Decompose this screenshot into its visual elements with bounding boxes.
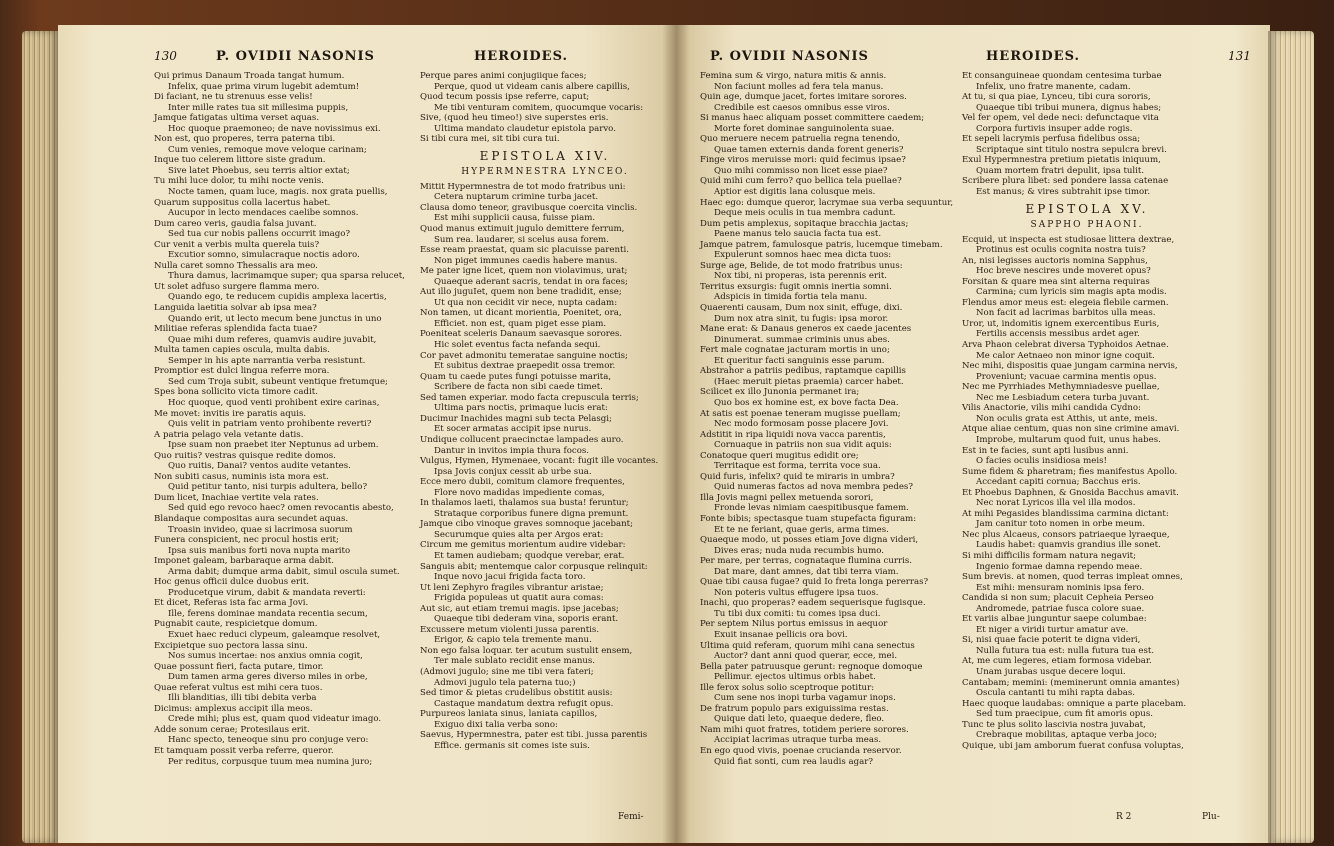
left-page — [58, 25, 676, 843]
verse-line: Quaerenti causam, Dum nox sinit, effuge, dixi. — [700, 303, 903, 314]
verse-line: Crebraque mobilitas, aptaque verba joco; — [976, 730, 1158, 741]
verse-line: Nulla caret somno Thessalis ara meo. — [154, 260, 318, 271]
verse-line: At satis est poenae teneram mugisse puellam; — [700, 408, 901, 419]
verse-line: Mane erat: & Danaus generos ex caede jacentes — [700, 324, 912, 335]
verse-line: Exuit insanae pellicis ora bovi. — [714, 629, 848, 640]
verse-line: Arva Phaon celebrat diversa Typhoidos Aetnae. — [962, 340, 1169, 351]
verse-line: Excipietque suo pectora lassa sinu. — [154, 640, 308, 651]
verse-line: (Haec meruit pietas praemia) carcer habet. — [714, 376, 904, 387]
verse-line: Sed cum Troja subit, subeunt ventique fretumque; — [168, 376, 388, 387]
verse-line: Me tibi venturam comitem, quocumque vocaris: — [434, 102, 644, 113]
verse-line: Scriptaque sint titulo nostra sepulcra brevi. — [976, 144, 1167, 155]
verse-line: Jamque fatigatas ultima verset aquas. — [154, 113, 320, 124]
verse-line: Inque novo jacui frigida facta toro. — [434, 572, 586, 583]
verse-line: Aucupor in lecto mendaces caelibe somnos. — [168, 208, 359, 219]
verse-line: Circum me gemitus morientum audire videbar: — [420, 540, 626, 551]
verse-line: Si tibi cura mei, sit tibi cura tui. — [420, 134, 560, 145]
verse-line: Tu mihi luce dolor, tu mihi nocte venis. — [154, 176, 324, 187]
verse-line: Est mihi supplicii causa, fuisse piam. — [434, 213, 596, 224]
verse-line: Funera conspicient, nec procul hostis erit; — [154, 535, 339, 546]
verse-line: Nec mihi, dispositis quae jungam carmina nervis, — [962, 361, 1178, 372]
verse-line: Et tamen audiebam; quodque verebar, erat. — [434, 550, 625, 561]
verse-line: Dum nox atra sinit, tu fugis: ipsa moror. — [714, 313, 889, 324]
verse-line: Per septem Nilus portus emissus in aequor — [700, 619, 888, 630]
verse-line: Nec plus Alcaeus, consors patriaeque lyraeque, — [962, 529, 1170, 540]
verse-line: Et queritur facti sanguinis esse parum. — [714, 355, 885, 366]
verse-line: Et tamquam possit verba referre, queror. — [154, 746, 334, 756]
verse-line: Jam canitur toto nomen in orbe meum. — [976, 519, 1145, 530]
verse-line: A patria pelago vela vetante datis. — [154, 429, 304, 440]
verse-line: Ingenio formae damna rependo meae. — [976, 561, 1143, 572]
verse-line: Vulgus, Hymen, Hymenaee, vocant: fugit ille vocantes. — [420, 456, 659, 467]
epistola-title: EPISTOLA XV. — [1025, 201, 1149, 216]
verse-line: Me pater igne licet, quem non violavimus, urat; — [420, 266, 628, 277]
verse-line: Arma dabit; dumque arma dabit, simul oscula sumet. — [168, 566, 400, 577]
verse-line: Non tamen, ut dicant morientia, Poenitet, ora, — [420, 308, 622, 319]
left-column-1 — [154, 71, 412, 767]
page-number-right: 131 — [1228, 49, 1251, 63]
verse-line: Excutior somno, simulacraque noctis adoro. — [168, 250, 360, 261]
verse-line: Dinumerat. summae criminis unus abes. — [714, 334, 890, 345]
verse-line: Quo mihi commisso non licet esse piae? — [714, 165, 888, 176]
verse-line: Quam mortem fratri depulit, ipsa tulit. — [976, 165, 1145, 176]
verse-line: Adde sonum cerae; Protesilaus erit. — [154, 724, 310, 735]
verse-line: Ille, ferens dominae mandata recentia secum, — [168, 608, 368, 619]
verse-line: Effice. germanis sit comes iste suis. — [434, 740, 590, 751]
verse-line: Dum petis amplexus, sopitaque bracchia jactas; — [700, 218, 909, 229]
verse-line: Deque meis oculis in tua membra cadunt. — [714, 208, 896, 219]
verse-line: Quin age, dumque jacet, fortes imitare sorores. — [700, 92, 907, 103]
verse-line: Nulla futura tua est: nulla futura tua est. — [976, 645, 1155, 656]
verse-line: Quid numeras factos ad nova membra pedes? — [714, 482, 913, 493]
verse-line: Nox tibi, ni properas, ista perennis erit. — [714, 271, 888, 282]
verse-line: Surge age, Belide, de tot modo fratribus unus: — [700, 260, 903, 271]
verse-line: Languida laetitia solvar ab ipsa mea? — [154, 303, 317, 314]
verse-line: Hic solet eventus facta nefanda sequi. — [434, 340, 601, 351]
verse-line: Et socer armatas accipit ipse nurus. — [434, 424, 592, 435]
verse-line: Spes bona sollicito victa timore cadit. — [154, 387, 318, 398]
signature-mark: R 2 — [1116, 812, 1132, 822]
verse-line: Esse ream praestat, quam sic placuisse parenti. — [420, 245, 629, 256]
verse-line: Hoc breve nescires unde moveret opus? — [976, 266, 1151, 277]
verse-line: Candida si non sum; placuit Cepheia Perseo — [962, 593, 1154, 604]
verse-line: Sume fidem & pharetram; fies manifestus Apollo. — [962, 466, 1178, 477]
right-page — [676, 25, 1270, 843]
verse-line: Nec modo formosam posse placere Jovi. — [714, 419, 889, 430]
verse-line: Militiae referas splendida facta tuae? — [154, 324, 318, 335]
verse-line: Quid furis, infelix? quid te miraris in umbra? — [700, 471, 895, 482]
verse-line: Qui primus Danaum Troada tangat humum. — [154, 71, 345, 81]
verse-line: Cetera nuptarum crimine turba jacet. — [434, 192, 599, 203]
verse-line: Ipse suam non praebet iter Neptunus ad urbem. — [168, 440, 379, 451]
verse-line: Troasin invideo, quae si lacrimosa suorum — [168, 524, 353, 535]
verse-line: Conatoque queri mugitus edidit ore; — [700, 450, 859, 461]
verse-line: (Admovi jugulo; sine me tibi vera fateri; — [420, 666, 594, 677]
epistola-subtitle: HYPERMNESTRA LYNCEO. — [461, 166, 629, 177]
verse-line: Admovi jugulo tela paterna tuo;) — [434, 677, 576, 688]
verse-line: Abstrahor a patriis pedibus, raptamque capillis — [700, 366, 906, 377]
verse-line: Clausa domo teneor, gravibusque coercita vinclis. — [420, 202, 638, 213]
verse-line: Flore novo madidas impediente comas, — [434, 487, 605, 498]
verse-line: Territaque est forma, territa voce sua. — [714, 461, 881, 472]
verse-line: Perque, quod ut videam canis albere capillis, — [434, 81, 630, 92]
verse-line: Nos sumus incertae: nos anxius omnia cogit, — [168, 651, 363, 662]
verse-line: Me calor Aetnaeo non minor igne coquit. — [976, 350, 1155, 361]
verse-line: Illi blanditias, illi tibi debita verba — [168, 693, 317, 704]
verse-line: Non facit ad lacrimas barbitos ulla meas. — [976, 308, 1156, 319]
verse-line: Scribere de facta non sibi caede timet. — [434, 382, 603, 393]
verse-line: Est mihi: mensuram nominis ipsa fero. — [976, 582, 1145, 593]
verse-line: Quis velit in patriam vento prohibente reverti? — [168, 419, 372, 430]
verse-line: Nec me Pyrrhiades Methymniadesve puellae, — [962, 382, 1160, 393]
right-page-edges — [1268, 31, 1314, 843]
verse-line: Erigor, & capio tela tremente manu. — [434, 635, 592, 646]
open-book — [22, 25, 1314, 843]
verse-line: Non faciunt molles ad fera tela manus. — [714, 81, 884, 92]
verse-line: Dum licet, Inachiae vertite vela rates. — [154, 492, 319, 503]
verse-line: Infelix, uno fratre manente, cadam. — [976, 81, 1131, 92]
verse-line: Sed timor & pietas crudelibus obstitit ausis: — [420, 688, 613, 699]
verse-line: Ultima mandato claudetur epistola parvo. — [434, 123, 616, 134]
verse-line: Tunc te plus solito lascivia nostra juvabat, — [962, 719, 1146, 730]
catchword-right: Plu- — [1202, 812, 1220, 822]
running-head-work-left: HEROIDES. — [474, 49, 569, 64]
verse-line: Ut leni Zephyro fragiles vibrantur aristae; — [420, 582, 604, 593]
verse-line: Non oculis grata est Atthis, ut ante, meis. — [976, 413, 1158, 424]
verse-line: Producetque virum, dabit & mandata reverti: — [168, 587, 366, 598]
verse-line: Haec ego: dumque queror, lacrymae sua verba sequuntur, — [700, 197, 954, 208]
verse-line: Accipiat lacrimas utraque turba meas. — [714, 735, 882, 746]
verse-line: Quae tibi causa fugae? quid Io freta longa pererras? — [700, 577, 929, 588]
verse-line: Exiguo dixi talia verba sono: — [434, 719, 558, 730]
verse-line: Cum venies, remoque move veloque carinam; — [168, 144, 367, 155]
verse-line: Fertilis accensis messibus ardet ager. — [976, 329, 1140, 340]
verse-line: Pellimur. ejectos ultimus orbis habet. — [714, 672, 876, 683]
verse-line: Mittit Hypermnestra de tot modo fratribus uni: — [420, 181, 626, 192]
verse-line: Per reditus, corpusque tuum mea numina juro; — [168, 756, 373, 767]
verse-line: Flendus amor meus est: elegeia flebile carmen. — [962, 297, 1169, 308]
verse-line: Sed tamen experiar. modo facta crepuscula terris; — [420, 392, 639, 403]
verse-line: Sum rea. laudarer, si scelus ausa forem. — [434, 234, 609, 245]
verse-line: Non piget immunes caedis habere manus. — [434, 255, 618, 266]
verse-line: Andromede, patriae fusca colore suae. — [976, 603, 1145, 614]
verse-line: Excussere metum violenti jussa parentis. — [420, 624, 600, 635]
verse-line: Quae possunt fieri, facta putare, timor. — [154, 661, 324, 672]
verse-line: Fert male cognatae jacturam mortis in uno; — [700, 345, 890, 356]
verse-line: Forsitan & quare mea sint alterna requiras — [962, 276, 1150, 287]
verse-line: Et niger a viridi turtur amatur ave. — [976, 624, 1129, 635]
verse-line: Dicimus: amplexus accipit illa meos. — [154, 703, 313, 714]
verse-line: Semper in his apte narrantia verba resistunt. — [168, 355, 366, 366]
verse-line: Ut qua non cecidit vir nece, nupta cadam: — [434, 297, 618, 308]
verse-line: Non subiti casus, numinis ista mora est. — [154, 471, 329, 482]
verse-line: Poeniteat sceleris Danaum saevasque sorores. — [420, 329, 623, 340]
verse-line: Adspicis in timida fortia tela manu. — [714, 292, 868, 303]
verse-line: Quae referat vultus est mihi cera tuos. — [154, 682, 323, 693]
verse-line: Et dicet, Referas ista fac arma Jovi. — [154, 598, 309, 609]
verse-line: Vilis Anactorie, vilis mihi candida Cydno: — [962, 403, 1141, 414]
verse-line: Uror, ut, indomitis ignem exercentibus Euris, — [962, 318, 1160, 329]
verse-line: Ultima pars noctis, primaque lucis erat: — [434, 403, 608, 414]
verse-line: Illa Jovis magni pellex metuenda sorori, — [700, 492, 874, 503]
verse-line: Sive, (quod heu timeo!) sive superstes eris. — [420, 113, 609, 124]
verse-line: Haec quoque laudabas: omnique a parte placebam. — [962, 698, 1187, 709]
verse-line: Quique, ubi jam amborum fuerat confusa voluptas, — [962, 740, 1184, 751]
verse-line: Aut illo juguIet, quem non bene tradidit, ense; — [420, 287, 622, 298]
verse-line: Quae mihi dum referes, quamvis audire juvabit, — [168, 334, 377, 345]
verse-line: Morte foret dominae sanguinolenta suae. — [714, 123, 895, 134]
verse-line: Quando erit, ut lecto mecum bene junctus in uno — [168, 313, 382, 324]
verse-line: Adstitit in ripa liquidi nova vacca parentis, — [700, 429, 886, 440]
verse-line: Castaque mandatum dextra refugit opus. — [434, 698, 614, 709]
verse-line: Sanguis abit; mentemque calor corpusque relinquit: — [420, 561, 648, 572]
verse-line: An, nisi legisses auctoris nomina Sapphus, — [962, 255, 1148, 266]
verse-line: Si mihi difficilis formam natura negavit; — [962, 550, 1137, 561]
verse-line: Oscula cantanti tu mihi rapta dabas. — [976, 688, 1135, 699]
verse-line: Quo ruitis, Danai? ventos audite vetantes. — [168, 461, 351, 472]
verse-line: Fonte bibis; spectasque tuam stupefacta figuram: — [700, 513, 917, 524]
verse-line: Quo ruitis? vestras quisque redite domos. — [154, 450, 336, 461]
verse-line: Et sepeli lacrymis perfusa fidelibus ossa; — [962, 134, 1141, 145]
right-column-1 — [700, 71, 956, 767]
verse-line: Undique collucent praecinctae lampades auro. — [420, 434, 624, 445]
verse-line: Territus exsurgis: fugit omnis inertia somni. — [700, 281, 892, 292]
verse-line: Nec norat Lyricos illa vel illa modos. — [976, 498, 1136, 509]
verse-line: Ille ferox solus solio sceptroque potitur: — [700, 682, 875, 693]
verse-line: Thura damus, lacrimamque super; qua sparsa relucet, — [168, 271, 405, 282]
verse-line: Ducimur Inachides magni sub tecta Pelasgi; — [420, 413, 612, 424]
verse-line: Inachi, quo properas? eadem sequerisque fugisque. — [700, 598, 926, 609]
running-head-author-right: P. OVIDII NASONIS — [710, 49, 869, 64]
verse-line: Unam jurabas usque decere loqui. — [976, 666, 1126, 677]
verse-line: Quid petitur tanto, nisi turpis adultera, bello? — [168, 482, 368, 493]
verse-line: Aptior est digitis lana colusque meis. — [714, 187, 876, 198]
catchword-left: Femi- — [618, 812, 644, 822]
verse-line: Blandaque compositas aura secundet aquas. — [154, 513, 349, 524]
verse-line: O facies oculis insidiosa meis! — [976, 456, 1108, 467]
verse-line: Inque tuo celerem littore siste gradum. — [154, 155, 326, 166]
running-head-author-left: P. OVIDII NASONIS — [216, 49, 375, 64]
verse-line: Per mare, per terras, cognataque flumina curris. — [700, 556, 913, 567]
verse-line: Quid fiat sonti, cum rea laudis agar? — [714, 756, 873, 767]
verse-line: Hoc quoque praemoneo; de nave novissimus exi. — [168, 123, 381, 134]
verse-line: Quo meruere necem patruelia regna tenendo, — [700, 134, 901, 145]
verse-line: Cum sene nos inopi turba vagamur inops. — [714, 693, 896, 704]
verse-line: En ego quod vivis, poenae crucianda reservor. — [700, 746, 902, 756]
verse-line: Proveniunt; vacuae carmina mentis opus. — [976, 371, 1157, 382]
verse-line: Sed tua cur nobis pallens occurrit imago? — [168, 229, 351, 240]
verse-line: Ut solet adfuso surgere flamma mero. — [154, 281, 320, 292]
verse-line: Expulerunt somnos haec mea dicta tuos: — [714, 250, 892, 261]
verse-line: Non est, quo properes, terra paterna tibi. — [154, 134, 336, 145]
verse-line: Scilicet ex illo Junonia permanet ira; — [700, 387, 860, 398]
verse-line: Exul Hypermnestra pretium pietatis iniquum, — [962, 155, 1161, 166]
verse-line: Et variis albae junguntur saepe columbae: — [962, 614, 1147, 625]
verse-line: Corpora furtivis insuper adde rogis. — [976, 123, 1133, 134]
verse-line: Inter mille rates tua sit millesima puppis, — [168, 102, 349, 113]
verse-line: Ter male sublato recidit ense manus. — [434, 656, 596, 667]
verse-line: Multa tamen capies oscula, multa dabis. — [154, 345, 330, 356]
verse-line: Bella pater patruusque gerunt: regnoque domoque — [700, 661, 923, 672]
verse-line: De fratrum populo pars exiguissima restas. — [700, 703, 889, 714]
verse-line: Nec me Lesbiadum cetera turba juvant. — [976, 392, 1150, 403]
verse-line: Si manus haec aliquam posset committere caedem; — [700, 113, 925, 124]
verse-line: Non ego falsa loquar. ter acutum sustulit ensem, — [420, 645, 633, 656]
verse-line: Si, nisi quae facie poterit te digna videri, — [962, 635, 1141, 646]
verse-line: Ecce mero dubii, comitum clamore frequentes, — [420, 477, 625, 488]
verse-line: Nocte tamen, quam luce, magis. nox grata puellis, — [168, 187, 388, 198]
verse-line: Quid mihi cum ferro? quo bellica tela puellae? — [700, 176, 902, 187]
verse-line: Dat mare, dant amnes, dat tibi terra viam. — [714, 566, 899, 577]
verse-line: Ultima quid referam, quorum mihi cana senectus — [700, 640, 915, 651]
verse-line: Quaeque aderant sacris, tendat in ora faces; — [434, 276, 628, 287]
verse-line: Purpureos laniata sinus, laniata capillos, — [420, 709, 598, 720]
verse-line: Cor pavet admonitu temeratae sanguine noctis; — [420, 350, 628, 361]
verse-line: Sed quid ego revoco haec? omen revocantis abesto, — [168, 503, 394, 514]
verse-line: Est manus; & vires subtrahit ipse timor. — [976, 187, 1151, 198]
page-number-left: 130 — [154, 49, 177, 63]
verse-line: Me movet: invitis ire paratis aquis. — [154, 408, 307, 419]
verse-line: Auctor? dant anni quod querar, ecce, mei. — [714, 651, 898, 662]
verse-line: Securumque quies alta per Argos erat: — [434, 529, 604, 540]
running-head-work-right: HEROIDES. — [986, 49, 1081, 64]
verse-line: Dantur in invitos impia thura focos. — [434, 445, 590, 456]
verse-line: Ipsa suis manibus forti nova nupta marito — [168, 545, 351, 556]
verse-line: Et subitus dextrae praepedit ossa tremor. — [434, 361, 616, 372]
verse-line: Quando ego, te reducem cupidis amplexa lacertis, — [168, 292, 387, 303]
verse-line: Vel fer opem, vel dede neci: defunctaque vita — [962, 113, 1159, 124]
verse-line: At tu, si qua piae, Lynceu, tibi cura sororis, — [962, 92, 1151, 103]
verse-line: At mihi Pegasides blandissima carmina dictant: — [962, 508, 1169, 519]
epistola-title: EPISTOLA XIV. — [479, 148, 611, 163]
verse-line: Carmina; cum lyricis sim magis apta modis. — [976, 287, 1167, 298]
verse-line: Strataque corporibus funere digna premunt. — [434, 508, 629, 519]
left-page-edges — [22, 31, 60, 843]
verse-line: Exuet haec reduci clypeum, galeamque resolvet, — [168, 629, 381, 640]
verse-line: Protinus est oculis cognita nostra tuis? — [976, 245, 1146, 256]
verse-line: Quarum suppositus colla lacertus habet. — [154, 197, 331, 208]
verse-line: Ecquid, ut inspecta est studiosae littera dextrae, — [962, 234, 1175, 245]
verse-line: Quod tecum possis ipse referre, caput; — [420, 92, 590, 103]
verse-line: Sed tum praecipue, cum fit amoris opus. — [976, 709, 1153, 720]
verse-line: Infelix, quae prima virum lugebit ademtum! — [168, 81, 360, 92]
verse-line: Est in te facies, sunt apti lusibus anni. — [962, 445, 1129, 456]
verse-line: Quaeque tibi tribui munera, dignus habes; — [976, 102, 1162, 113]
verse-line: Pugnabit caute, respicietque domum. — [154, 619, 318, 630]
epistola-subtitle: SAPPHO PHAONI. — [1030, 219, 1144, 230]
verse-line: Fronde levas nimiam caespitibusque famem. — [714, 503, 909, 514]
verse-line: Quae tamen externis danda forent generis? — [714, 144, 904, 155]
verse-line: Dum careo veris, gaudia falsa juvant. — [154, 218, 317, 229]
verse-line: Cur venit a verbis multa querela tuis? — [154, 239, 320, 250]
verse-line: Cantabam; memini: (meminerunt omnia amantes) — [962, 677, 1180, 688]
verse-line: Ipsa Jovis conjux cessit ab urbe sua. — [434, 466, 592, 477]
verse-line: Scribere plura libet: sed pondere lassa catenae — [962, 176, 1169, 187]
verse-line: Quaeque tibi dederam vina, soporis erant. — [434, 614, 619, 625]
verse-line: Quod manus extimuit jugulo demittere ferrum, — [420, 224, 625, 235]
verse-line: Sum brevis. at nomen, quod terras impleat omnes, — [962, 572, 1183, 583]
verse-line: Jamque cibo vinoque graves somnoque jacebant; — [420, 519, 634, 530]
verse-line: Efficiet. non est, quam piget esse piam. — [434, 318, 607, 329]
verse-line: Non poteris vultus effugere ipsa tuos. — [714, 587, 879, 598]
verse-line: Atque aliae centum, quas non sine crimine amavi. — [962, 424, 1180, 435]
verse-line: Frigida populeas ut quatit aura comas: — [434, 593, 604, 604]
verse-line: Improbe, multarum quod fuit, unus habes. — [976, 434, 1161, 445]
right-column-2 — [962, 71, 1212, 751]
verse-line: Et Phoebus Daphnen, & Gnosida Bacchus amavit. — [962, 487, 1179, 498]
verse-line: Femina sum & virgo, natura mitis & annis. — [700, 71, 887, 81]
verse-line: Quique dati leto, quaeque dedere, fleo. — [714, 714, 885, 725]
verse-line: Aut sic, aut etiam tremui magis. ipse jacebas; — [420, 603, 619, 614]
verse-line: Et te ne feriant, quae geris, arma times. — [714, 524, 889, 535]
verse-line: Cornuaque in patriis non sua vidit aquis: — [714, 440, 892, 451]
verse-line: Et consanguineae quondam centesima turbae — [962, 71, 1162, 81]
verse-line: In thalamos laeti, thalamos sua busta! feruntur; — [420, 498, 629, 509]
verse-line: Accedant capiti cornua; Bacchus eris. — [976, 477, 1141, 488]
verse-line: Crede mihi; plus est, quam quod videatur imago. — [168, 714, 382, 725]
verse-line: Imponet galeam, barbaraque arma dabit. — [154, 556, 334, 567]
verse-line: Quaeque modo, ut posses etiam Jove digna videri, — [700, 535, 919, 546]
verse-line: Finge viros meruisse mori: quid fecimus ipsae? — [700, 155, 906, 166]
verse-line: Tu tibi dux comiti: tu comes ipsa duci. — [714, 608, 881, 619]
verse-line: Credibile est caesos omnibus esse viros. — [714, 102, 890, 113]
verse-line: Quam tu caede putes fungi potuisse marita, — [420, 371, 612, 382]
verse-line: At, me cum legeres, etiam formosa videbar. — [962, 656, 1152, 667]
verse-line: Perque pares animi conjugiique faces; — [420, 71, 587, 81]
verse-line: Paene manus telo saucia facta tua est. — [714, 229, 882, 240]
verse-line: Hanc specto, teneoque sinu pro conjuge vero: — [168, 735, 369, 746]
verse-line: Dum tamen arma geres diverso miles in orbe, — [168, 672, 368, 683]
verse-line: Hoc genus officii dulce duobus erit. — [154, 577, 310, 588]
left-column-2 — [420, 71, 670, 751]
verse-line: Nam mihi quot fratres, totidem periere sorores. — [700, 724, 909, 735]
verse-line: Quo bos ex homine est, ex bove facta Dea. — [714, 397, 899, 408]
verse-line: Di faciant, ne tu strenuus esse velis! — [154, 92, 313, 103]
verse-line: Promptior est dulci lingua referre mora. — [154, 366, 330, 377]
verse-line: Laudis habet: quamvis grandius ille sonet. — [976, 540, 1161, 551]
verse-line: Dives eras; nuda nuda recumbis humo. — [714, 545, 884, 556]
verse-line: Jamque patrem, famulosque patris, lucemque timebam. — [700, 239, 943, 250]
verse-line: Saevus, Hypermnestra, pater est tibi. jussa parentis — [420, 730, 648, 741]
verse-line: Sive latet Phoebus, seu terris altior extat; — [168, 165, 350, 176]
verse-line: Hoc quoque, quod venti prohibent exire carinas, — [168, 397, 380, 408]
